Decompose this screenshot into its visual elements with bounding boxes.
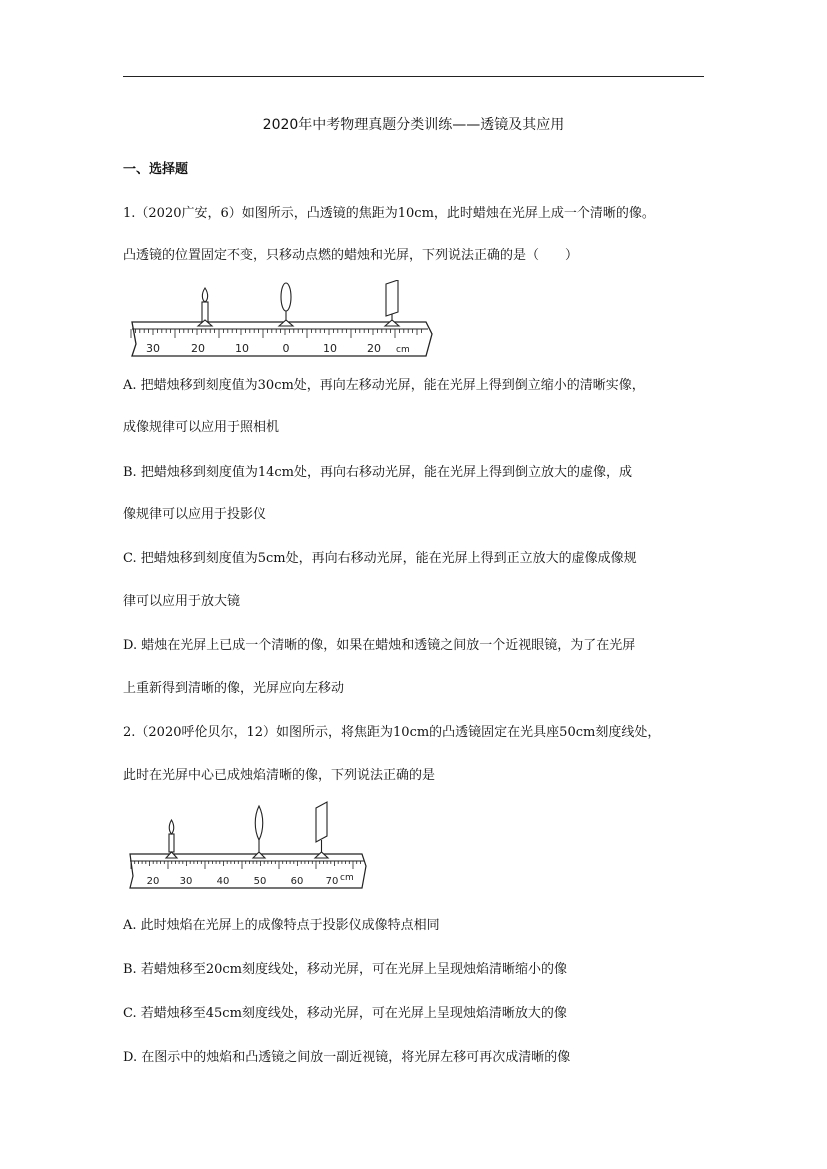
- q1-option-d-line-2: 上重新得到清晰的像，光屏应向左移动: [123, 681, 345, 696]
- header-rule: [123, 76, 704, 77]
- q1-unit-label: cm: [396, 345, 410, 355]
- q1-tick-label: 10: [323, 342, 337, 355]
- q1-screen: [385, 280, 399, 326]
- q1-stem-line-2: 凸透镜的位置固定不变，只移动点燃的蜡烛和光屏，下列说法正确的是（ ）: [123, 248, 579, 263]
- q2-tick-label: 70: [325, 876, 339, 887]
- q1-tick-label: 30: [146, 342, 160, 355]
- q1-tick-label: 10: [235, 342, 249, 355]
- q1-tick-label: 20: [367, 342, 381, 355]
- q2-option-c: C. 若蜡烛移至45cm刻度线处，移动光屏，可在光屏上呈现烛焰清晰放大的像: [123, 1006, 567, 1021]
- section-heading: 一、选择题: [123, 162, 189, 177]
- q2-tick-label: 50: [253, 876, 267, 887]
- q1-stem-line-1: 1.（2020广安，6）如图所示，凸透镜的焦距为10cm，此时蜡烛在光屏上成一个清晰的像。: [123, 206, 655, 221]
- q2-stem-line-1: 2.（2020呼伦贝尔，12）如图所示，将焦距为10cm的凸透镜固定在光具座50cm刻度线处，: [123, 725, 661, 740]
- q1-option-d-line-1: D. 蜡烛在光屏上已成一个清晰的像，如果在蜡烛和透镜之间放一个近视眼镜，为了在光屏: [123, 638, 636, 653]
- q1-option-a-line-2: 成像规律可以应用于照相机: [123, 420, 280, 435]
- q1-option-b-line-2: 像规律可以应用于投影仪: [123, 507, 267, 522]
- q1-option-c-line-2: 律可以应用于放大镜: [123, 594, 241, 609]
- q2-lens: [253, 806, 265, 858]
- q2-option-a: A. 此时烛焰在光屏上的成像特点于投影仪成像特点相同: [123, 918, 440, 933]
- q1-lens: [279, 283, 293, 326]
- q1-tick-label: 20: [191, 342, 205, 355]
- q2-optical-bench-figure: [126, 800, 368, 892]
- q2-tick-label: 40: [216, 876, 230, 887]
- q2-tick-label: 30: [179, 876, 193, 887]
- q1-option-b-line-1: B. 把蜡烛移到刻度值为14cm处，再向右移动光屏，能在光屏上得到倒立放大的虚像，成: [123, 465, 632, 480]
- q2-option-d: D. 在图示中的烛焰和凸透镜之间放一副近视镜，将光屏左移可再次成清晰的像: [123, 1050, 571, 1065]
- q1-optical-bench-figure: [126, 280, 438, 360]
- q1-option-a-line-1: A. 把蜡烛移到刻度值为30cm处，再向左移动光屏，能在光屏上得到倒立缩小的清晰实像，: [123, 378, 645, 393]
- q2-stem-line-2: 此时在光屏中心已成烛焰清晰的像，下列说法正确的是: [123, 768, 436, 783]
- q1-tick-label: 0: [282, 342, 290, 355]
- q2-candle: [166, 820, 177, 858]
- q2-option-b: B. 若蜡烛移至20cm刻度线处，移动光屏，可在光屏上呈现烛焰清晰缩小的像: [123, 962, 567, 977]
- page-title: 2020年中考物理真题分类训练——透镜及其应用: [262, 117, 565, 133]
- q1-candle: [198, 288, 212, 326]
- q1-option-c-line-1: C. 把蜡烛移到刻度值为5cm处，再向右移动光屏，能在光屏上得到正立放大的虚像成像规: [123, 551, 637, 566]
- q2-tick-label: 60: [290, 876, 304, 887]
- q2-unit-label: cm: [340, 873, 354, 883]
- q2-screen: [315, 802, 328, 858]
- q2-tick-label: 20: [146, 876, 160, 887]
